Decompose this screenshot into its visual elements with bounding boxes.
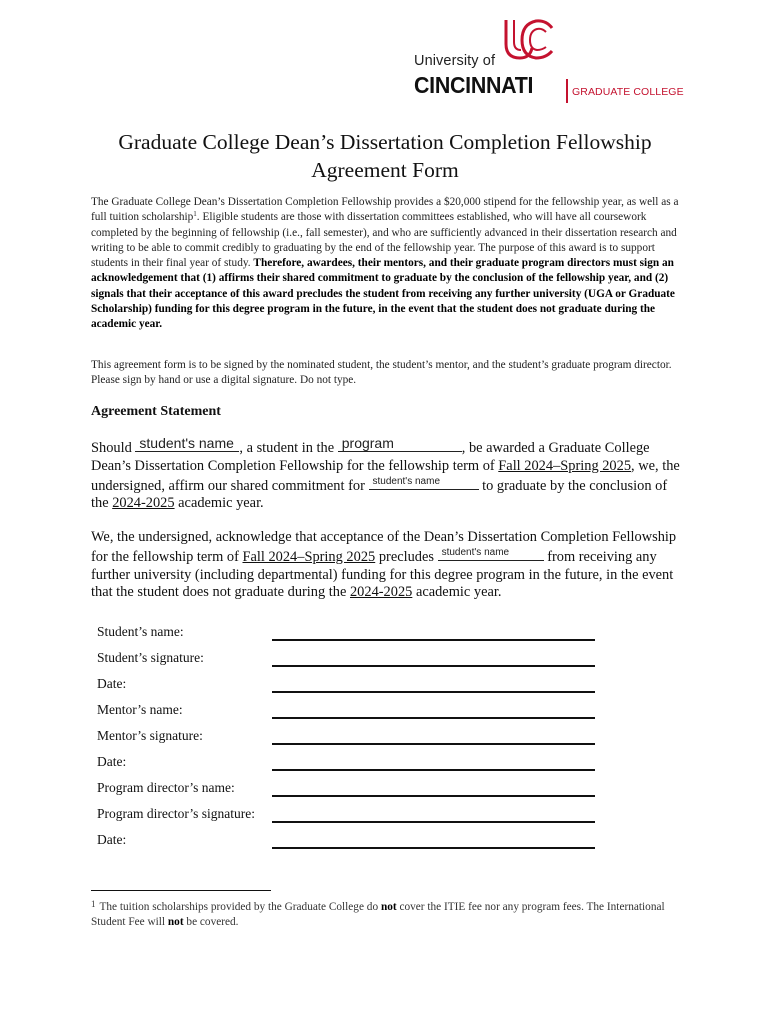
logo-university-of: University of	[414, 53, 496, 69]
student-date-line[interactable]	[272, 691, 595, 693]
mentor-date-row	[97, 754, 597, 774]
student-name-fill-2: student's name	[372, 475, 441, 487]
student-signature-label: Student’s signature:	[97, 650, 204, 665]
title-line-2: Agreement Form	[311, 158, 459, 182]
agreement-statement-1	[91, 435, 681, 513]
director-name-row	[97, 780, 597, 800]
page-title	[60, 128, 710, 184]
footnote	[91, 900, 681, 931]
title-line-1: Graduate College Dean’s Dissertation Completion Fellowship	[118, 130, 652, 154]
student-name-field-2[interactable]	[369, 476, 479, 490]
mentor-name-label: Mentor’s name:	[97, 702, 183, 717]
director-date-label: Date:	[97, 832, 127, 847]
s1-end: academic year.	[178, 495, 264, 512]
footnote-text-3: be covered.	[186, 916, 239, 929]
intro-paragraph	[91, 195, 681, 333]
footnote-not-1: not	[380, 901, 397, 913]
s1-student-in: , a student in the	[239, 440, 335, 456]
director-date-row	[97, 832, 597, 852]
program-fill: program	[341, 435, 394, 451]
student-signature-row	[97, 650, 597, 670]
mentor-signature-label: Mentor’s signature:	[97, 728, 203, 743]
s1-awarded: , be awarded a Graduate College Dean’s Dissertation Completion Fellowship for the fellowship term of	[91, 440, 650, 474]
student-date-row	[97, 676, 597, 696]
s1-term: Fall 2024–Spring 2025	[498, 457, 632, 474]
s2-year: 2024-2025	[349, 584, 413, 601]
mentor-signature-row	[97, 728, 597, 748]
footnote-not-2: not	[167, 916, 184, 929]
footnote-divider	[91, 890, 271, 891]
mentor-name-row	[97, 702, 597, 722]
director-signature-label: Program director’s signature:	[97, 806, 255, 821]
section-heading: Agreement Statement	[91, 404, 221, 419]
s2-rest: from receiving any further university (including departmental) funding for this degree program in the future, in the event that the student does not graduate during the	[91, 548, 674, 601]
s1-should: Should	[91, 440, 132, 456]
student-name-field-1[interactable]	[135, 435, 239, 452]
footnote-text-1: The tuition scholarships provided by the Graduate College do	[99, 901, 379, 913]
s2-term: Fall 2024–Spring 2025	[242, 548, 376, 565]
student-name-line[interactable]	[272, 639, 595, 641]
student-name-label: Student’s name:	[97, 624, 184, 639]
logo-divider	[566, 79, 568, 103]
student-date-label: Date:	[97, 676, 127, 691]
intro-text-1: The Graduate College Dean’s Dissertation Completion Fellowship provides a $20,000 stipend for the fellowship year, as well as a full tuition scholarship	[91, 196, 679, 224]
footnote-ref: 1	[193, 210, 197, 219]
student-signature-line[interactable]	[272, 665, 595, 667]
student-name-row	[97, 624, 597, 644]
s1-graduate-by: to graduate by the conclusion of the	[91, 477, 668, 512]
s2-end: academic year.	[415, 584, 502, 601]
director-name-line[interactable]	[272, 795, 595, 797]
director-date-line[interactable]	[272, 847, 595, 849]
student-name-field-3[interactable]	[438, 547, 544, 561]
director-signature-row	[97, 806, 597, 826]
intro-text-2: . Eligible students are those with dissertation committees established, who will have all coursework completed by the beginning of fellowship (i.e., fall semester), and who are sufficiently advanced in their dissertation research and writing to be able to commit credibly to graduating by the end of the fellowship year. The purpose of this award is to support students in their final year of study.	[91, 211, 677, 270]
s2-precludes: precludes	[378, 548, 434, 565]
logo-cincinnati: CINCINNATI	[414, 72, 534, 98]
program-field[interactable]	[338, 435, 462, 452]
footnote-text-2: cover the ITIE fee nor any program fees. The International Student Fee will	[91, 901, 665, 929]
footnote-number: 1	[91, 899, 96, 909]
student-name-fill-3: student's name	[441, 546, 510, 558]
student-name-fill-1: student's name	[139, 435, 234, 451]
uc-logo-mark-icon	[500, 18, 556, 66]
director-name-label: Program director’s name:	[97, 780, 235, 795]
director-signature-line[interactable]	[272, 821, 595, 823]
s1-year: 2024-2025	[112, 495, 175, 512]
mentor-signature-line[interactable]	[272, 743, 595, 745]
mentor-date-line[interactable]	[272, 769, 595, 771]
s1-affirm: , we, the undersigned, affirm our shared commitment for	[91, 457, 680, 494]
intro-bold-text: Therefore, awardees, their mentors, and their graduate program directors must sign an acknowledgement that (1) affirms their shared commitment to graduate by the conclusion of the fellowship year, and (2) signals that their acceptance of this award precludes the student from receiving any further university (UGA or Graduate Scholarship) funding for this degree program in the future, in the event that the student does not graduate during the academic year.	[91, 257, 675, 331]
mentor-date-label: Date:	[97, 754, 127, 769]
logo-graduate-college: GRADUATE COLLEGE	[572, 86, 684, 98]
mentor-name-line[interactable]	[272, 717, 595, 719]
agreement-statement-2	[91, 529, 681, 602]
signing-instructions: This agreement form is to be signed by the nominated student, the student’s mentor, and the student’s graduate program director. Please sign by hand or use a digital signature. Do not type.	[91, 359, 672, 387]
university-logo	[414, 16, 684, 98]
s2-begin: We, the undersigned, acknowledge that acceptance of the Dean’s Dissertation Completion Fellowship for the fellowship term of	[91, 529, 677, 565]
